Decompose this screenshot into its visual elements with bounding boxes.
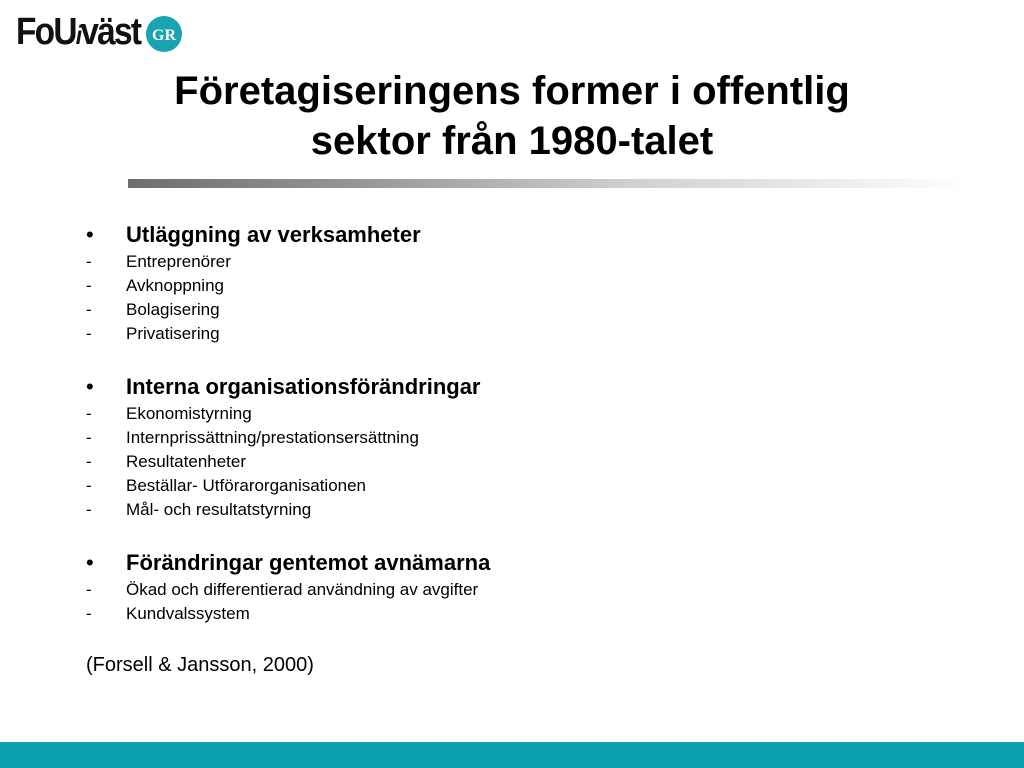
list-item bbox=[86, 428, 966, 452]
page-title bbox=[0, 66, 1024, 166]
citation: (Forsell & Jansson, 2000) bbox=[86, 654, 314, 676]
section-heading-row bbox=[86, 550, 966, 580]
dash-icon: - bbox=[86, 252, 92, 271]
list-item bbox=[86, 500, 966, 524]
fou-vast-logo bbox=[16, 10, 176, 54]
dash-icon: - bbox=[86, 428, 92, 447]
slide-content bbox=[86, 222, 966, 677]
list-item-text: Privatisering bbox=[126, 324, 220, 343]
list-item bbox=[86, 276, 966, 300]
list-item bbox=[86, 476, 966, 500]
dash-icon: - bbox=[86, 300, 92, 319]
title-line-2: sektor från 1980-talet bbox=[310, 119, 714, 163]
dash-icon: - bbox=[86, 452, 92, 471]
list-item-text: Kundvalssystem bbox=[126, 604, 250, 623]
list-item-text: Internprissättning/prestationsersättning bbox=[126, 428, 419, 447]
section-customer-changes bbox=[86, 550, 966, 628]
list-item-text: Resultatenheter bbox=[126, 452, 247, 471]
dash-icon: - bbox=[86, 500, 92, 519]
title-divider bbox=[128, 179, 968, 188]
dash-icon: - bbox=[86, 324, 92, 343]
list-item-text: Ekonomistyrning bbox=[126, 404, 252, 423]
dash-icon: - bbox=[86, 476, 92, 495]
bullet-icon: • bbox=[86, 550, 94, 575]
list-item bbox=[86, 580, 966, 604]
list-item-text: Avknoppning bbox=[126, 276, 224, 295]
logo-text-i: i bbox=[75, 20, 81, 50]
logo-text-vast: väst bbox=[80, 11, 141, 53]
section-heading: Interna organisationsförändringar bbox=[126, 374, 481, 399]
list-item bbox=[86, 252, 966, 276]
dash-icon: - bbox=[86, 580, 92, 599]
section-heading: Förändringar gentemot avnämarna bbox=[126, 550, 491, 575]
bottom-accent-bar bbox=[0, 742, 1024, 768]
gr-badge-label: GR bbox=[152, 27, 176, 44]
list-item-text: Bolagisering bbox=[126, 300, 220, 319]
list-item-text: Ökad och differentierad användning av avgifter bbox=[126, 580, 479, 599]
list-item-text: Entreprenörer bbox=[126, 252, 231, 271]
bullet-icon: • bbox=[86, 374, 94, 399]
dash-icon: - bbox=[86, 604, 92, 623]
title-line-1: Företagiseringens former i offentlig bbox=[174, 69, 850, 113]
list-item bbox=[86, 324, 966, 348]
gr-badge-icon bbox=[144, 14, 184, 54]
dash-icon: - bbox=[86, 276, 92, 295]
bullet-icon: • bbox=[86, 222, 94, 247]
list-item bbox=[86, 300, 966, 324]
section-heading-row bbox=[86, 374, 966, 404]
list-item bbox=[86, 604, 966, 628]
dash-icon: - bbox=[86, 404, 92, 423]
list-item-text: Beställar- Utförarorganisationen bbox=[126, 476, 367, 495]
list-item bbox=[86, 452, 966, 476]
section-internal-changes bbox=[86, 374, 966, 524]
section-heading: Utläggning av verksamheter bbox=[126, 222, 421, 247]
logo-text-fou: FoU bbox=[16, 11, 76, 53]
list-item-text: Mål- och resultatstyrning bbox=[126, 500, 312, 519]
list-item bbox=[86, 404, 966, 428]
section-outsourcing bbox=[86, 222, 966, 348]
section-heading-row bbox=[86, 222, 966, 252]
logo-wordmark bbox=[16, 10, 140, 57]
